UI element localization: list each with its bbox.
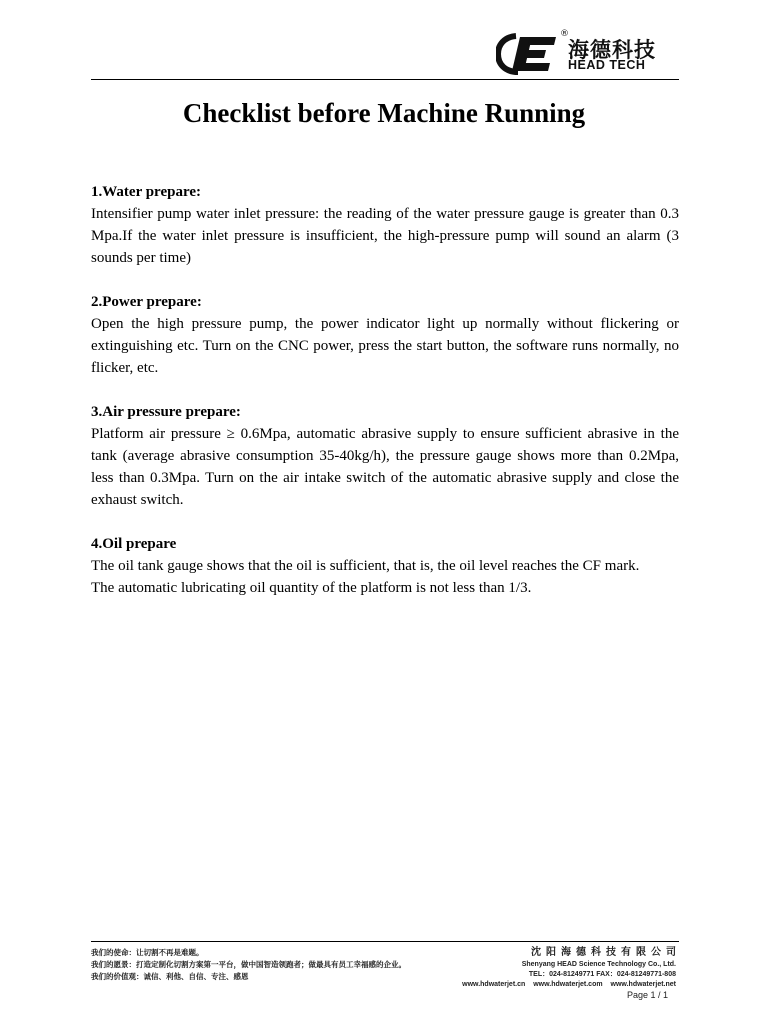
section-heading: 4.Oil prepare [91,536,177,552]
company-name-english: Shenyang HEAD Science Technology Co., Ltd. [521,961,676,968]
section-text: The automatic lubricating oil quantity of the platform is not less than 1/3. [91,580,532,596]
section-heading: 3.Air pressure prepare: [91,404,241,420]
footer-divider [91,941,679,942]
page-header [0,0,768,80]
company-contact: TEL：024-81249771 FAX：024-81249771-808 [528,971,676,978]
vision-statement: 我们的愿景：打造定制化切割方案第一平台，做中国智造领跑者；做最具有员工幸福感的企业。 [91,960,406,969]
head-tech-logo-icon [496,33,560,75]
section-text: Platform air pressure ≥ 0.6Mpa, automatic abrasive supply to ensure sufficient abrasive in the tank (average abrasive consumption 35-40kg/h), the pressure gauge shows more than 0.2Mpa, less than 0.3Mpa. Turn on the air intake switch of the automatic abrasive supply and close the exhaust switch. [91,426,679,508]
section-text: The oil tank gauge shows that the oil is sufficient, that is, the oil level reaches the CF mark. [91,558,640,574]
page-title: Checklist before Machine Running [182,98,586,128]
footer-statements [91,947,471,983]
mission-statement: 我们的使命：让切割不再是难题。 [91,948,204,957]
section-oil [91,533,679,599]
section-text: Intensifier pump water inlet pressure: the reading of the water pressure gauge is greater than 0.3 Mpa.If the water inlet pressure is insufficient, the high-pressure pump will sound an alarm (3 sounds per time) [91,206,679,266]
section-text: Open the high pressure pump, the power indicator light up normally without flickering or extinguishing etc. Turn on the CNC power, press the start button, the software runs normally, no flicker, etc. [91,316,679,376]
section-air-pressure [91,401,679,511]
checklist-body [91,181,679,621]
footer-company-info [440,946,681,990]
header-divider [91,79,679,80]
company-name-chinese: 沈阳海德科技有限公司 [531,947,681,958]
section-power [91,291,679,379]
company-logo [496,29,681,75]
section-water [91,181,679,269]
page-number: Page 1 / 1 [626,990,668,1000]
values-statement: 我们的价值观：诚信、利他、自信、专注、感恩 [91,972,249,981]
company-websites: www.hdwaterjet.cn www.hdwaterjet.com www.hdwaterjet.net [462,981,676,988]
registered-mark: ® [560,29,569,39]
section-heading: 2.Power prepare: [91,294,202,310]
logo-english-name: HEAD TECH [568,58,646,72]
logo-chinese-name: 海德科技 [568,38,656,62]
section-heading: 1.Water prepare: [91,184,201,200]
